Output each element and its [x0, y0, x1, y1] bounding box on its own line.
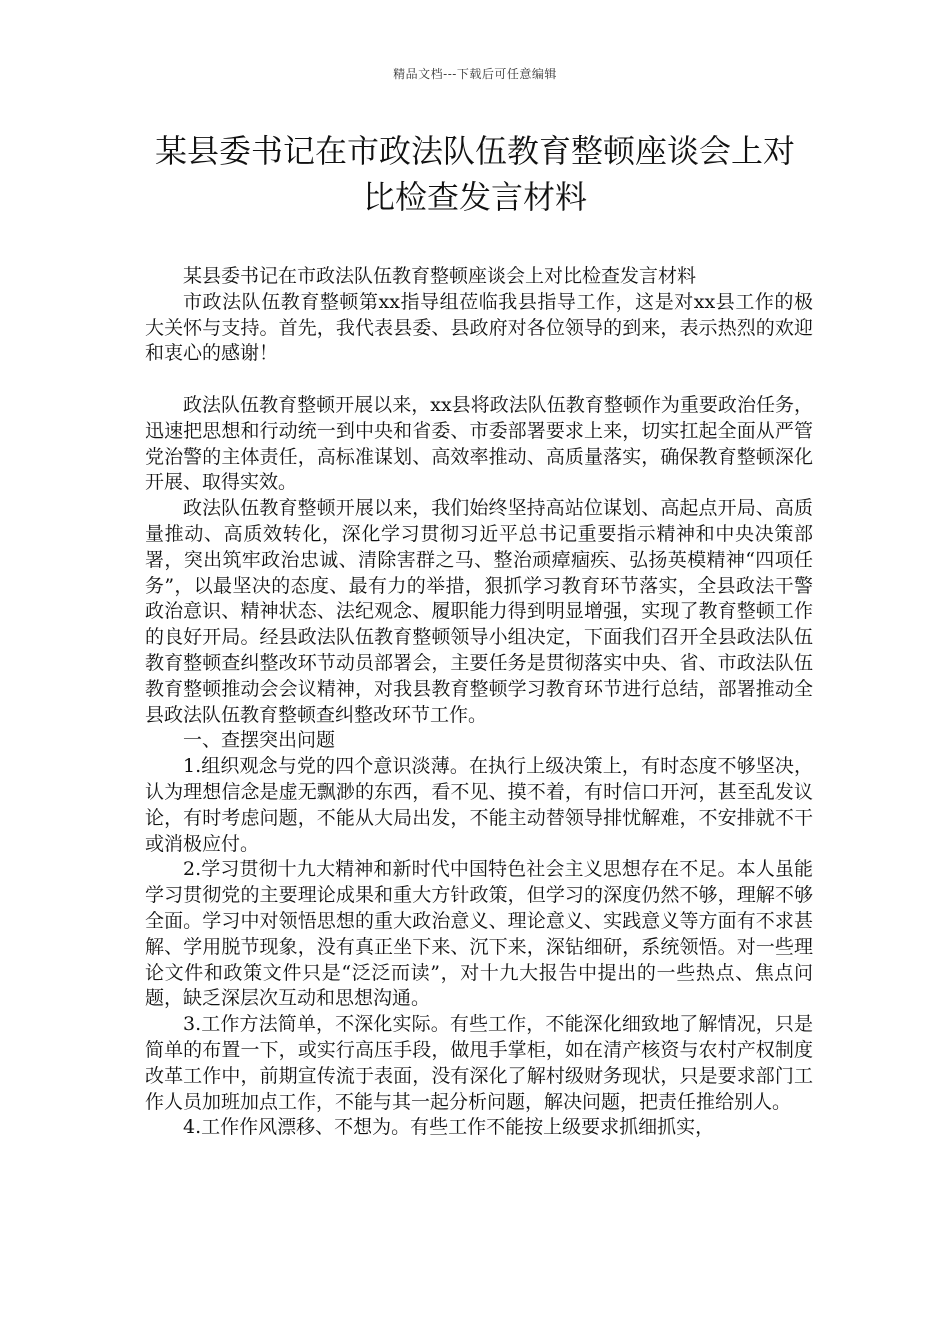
document-title: 某县委书记在市政法队伍教育整顿座谈会上对比检查发言材料 — [154, 132, 795, 216]
progress-paragraph: 政法队伍教育整顿开展以来，我们始终坚持高站位谋划、高起点开局、高质量推动、高质效转化，深化学习贯彻习近平总书记重要指示精神和中央决策部署，突出筑牢政治忠诚、清除害群之马、整治顽瘴痼疾、弘扬英模精神“四项任务”，以最坚决的态度、最有力的举措，狠抓学习教育环节落实，全县政法干警政治意识、精神状态、法纪观念、履职能力得到明显增强，实现了教育整顿工作的良好开局。经县政法队伍教育整顿领导小组决定，下面我们召开全县政法队伍教育整顿查纠整改环节动员部署会，主要任务是贯彻落实中央、省、市政法队伍教育整顿推动会会议精神，对我县教育整顿学习教育环节进行总结，部署推动全县政法队伍教育整顿查纠整改环节工作。 — [145, 497, 813, 726]
header-note: 精品文档---下载后可任意编辑 — [393, 67, 557, 81]
section-heading: 一、查摆突出问题 — [183, 729, 336, 752]
intro-heading-line: 某县委书记在市政法队伍教育整顿座谈会上对比检查发言材料 — [183, 265, 697, 287]
welcome-paragraph: 市政法队伍教育整顿第xx指导组莅临我县指导工作，这是对xx县工作的极大关怀与支持。首先，我代表县委、县政府对各位领导的到来，表示热烈的欢迎和衷心的感谢！ — [145, 290, 813, 365]
problem-item-3: 3.工作方法简单，不深化实际。有些工作，不能深化细致地了解情况，只是简单的布置一下，或实行高压手段，做甩手掌柜，如在清产核资与农村产权制度改革工作中，前期宣传流于表面，没有深化了解村级财务现状，只是要求部门工作人员加班加点工作，不能与其一起分析问题，解决问题，把责任推给别人。 — [145, 1013, 813, 1113]
paragraph-gap — [145, 367, 813, 393]
problem-item-1: 1.组织观念与党的四个意识淡薄。在执行上级决策上，有时态度不够坚决，认为理想信念是虚无飘渺的东西，看不见、摸不着，有时信口开河，甚至乱发议论，有时考虑问题，不能从大局出发，不能主动替领导排忧解难，不安排就不干或消极应付。 — [145, 755, 813, 855]
document-body — [145, 264, 813, 1141]
overview-paragraph: 政法队伍教育整顿开展以来，xx县将政法队伍教育整顿作为重要政治任务，迅速把思想和行动统一到中央和省委、市委部署要求上来，切实扛起全面从严管党治警的主体责任，高标准谋划、高效率推动、高质量落实，确保教育整顿深化开展、取得实效。 — [145, 393, 813, 494]
problem-item-4: 4.工作作风漂移、不想为。有些工作不能按上级要求抓细抓实， — [183, 1116, 715, 1139]
problem-item-2: 2.学习贯彻十九大精神和新时代中国特色社会主义思想存在不足。本人虽能学习贯彻党的主要理论成果和重大方针政策，但学习的深度仍然不够，理解不够全面。学习中对领悟思想的重大政治意义、理论意义、实践意义等方面有不求甚解、学用脱节现象，没有真正坐下来、沉下来，深钻细研，系统领悟。对一些理论文件和政策文件只是“泛泛而读”，对十九大报告中提出的一些热点、焦点问题，缺乏深层次互动和思想沟通。 — [145, 858, 813, 1010]
